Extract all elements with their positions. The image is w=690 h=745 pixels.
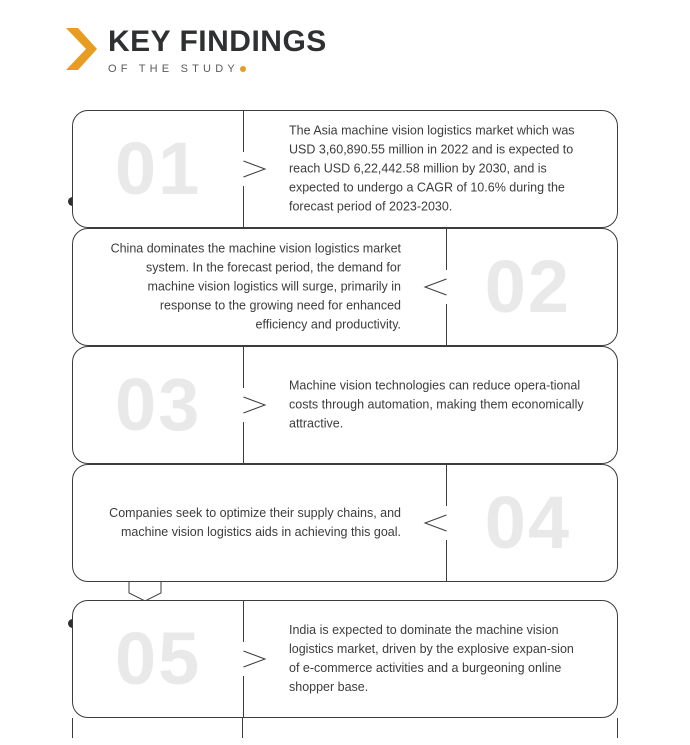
finding-row-3[interactable] (72, 346, 618, 464)
connector-arrow-4 (128, 582, 162, 602)
page-subtitle-text: OF THE STUDY (108, 63, 239, 75)
rail-middle (242, 718, 243, 738)
finding-number-3: 03 (115, 363, 202, 446)
finding-text-4: Companies seek to optimize their supply chains, and machine vision logistics aids in achieving this goal. (109, 506, 401, 539)
finding-number-5: 05 (115, 617, 202, 700)
header (64, 26, 327, 75)
finding-text-5: India is expected to dominate the machine vision logistics market, driven by the explosive expan-sion of e-commerce activities and a burgeoning online shopper base. (289, 623, 574, 694)
arrow-notch-icon (423, 506, 447, 540)
chevron-right-icon (64, 26, 98, 72)
arrow-notch-icon (423, 270, 447, 304)
finding-number-1: 01 (115, 127, 202, 210)
arrow-notch-icon (243, 152, 267, 186)
finding-row-5[interactable] (72, 600, 618, 718)
arrow-notch-icon (243, 388, 267, 422)
page-subtitle (108, 63, 327, 75)
header-text (108, 26, 327, 75)
rail-right (617, 718, 618, 738)
finding-row-1[interactable] (72, 110, 618, 228)
page-title: KEY FINDINGS (108, 25, 327, 58)
finding-number-4: 04 (484, 481, 571, 564)
finding-text-1: The Asia machine vision logistics market which was USD 3,60,890.55 million in 2022 and is expected to reach USD 6,22,442.58 million by 2030, and is expected to undergo a CAGR of 10.6% during the forecast period of 2023-2030. (289, 123, 575, 214)
finding-row-2[interactable] (72, 228, 618, 346)
accent-dot-icon (240, 66, 246, 72)
finding-text-2: China dominates the machine vision logistics market system. In the forecast period, the demand for machine vision logistics will surge, primarily in response to the growing need for enhanced efficiency and productivity. (110, 241, 401, 332)
finding-number-2: 02 (484, 245, 571, 328)
finding-row-4[interactable] (72, 464, 618, 582)
arrow-notch-icon (243, 642, 267, 676)
rail-left (72, 718, 73, 738)
finding-text-3: Machine vision technologies can reduce opera-tional costs through automation, making them economically attractive. (289, 378, 584, 431)
